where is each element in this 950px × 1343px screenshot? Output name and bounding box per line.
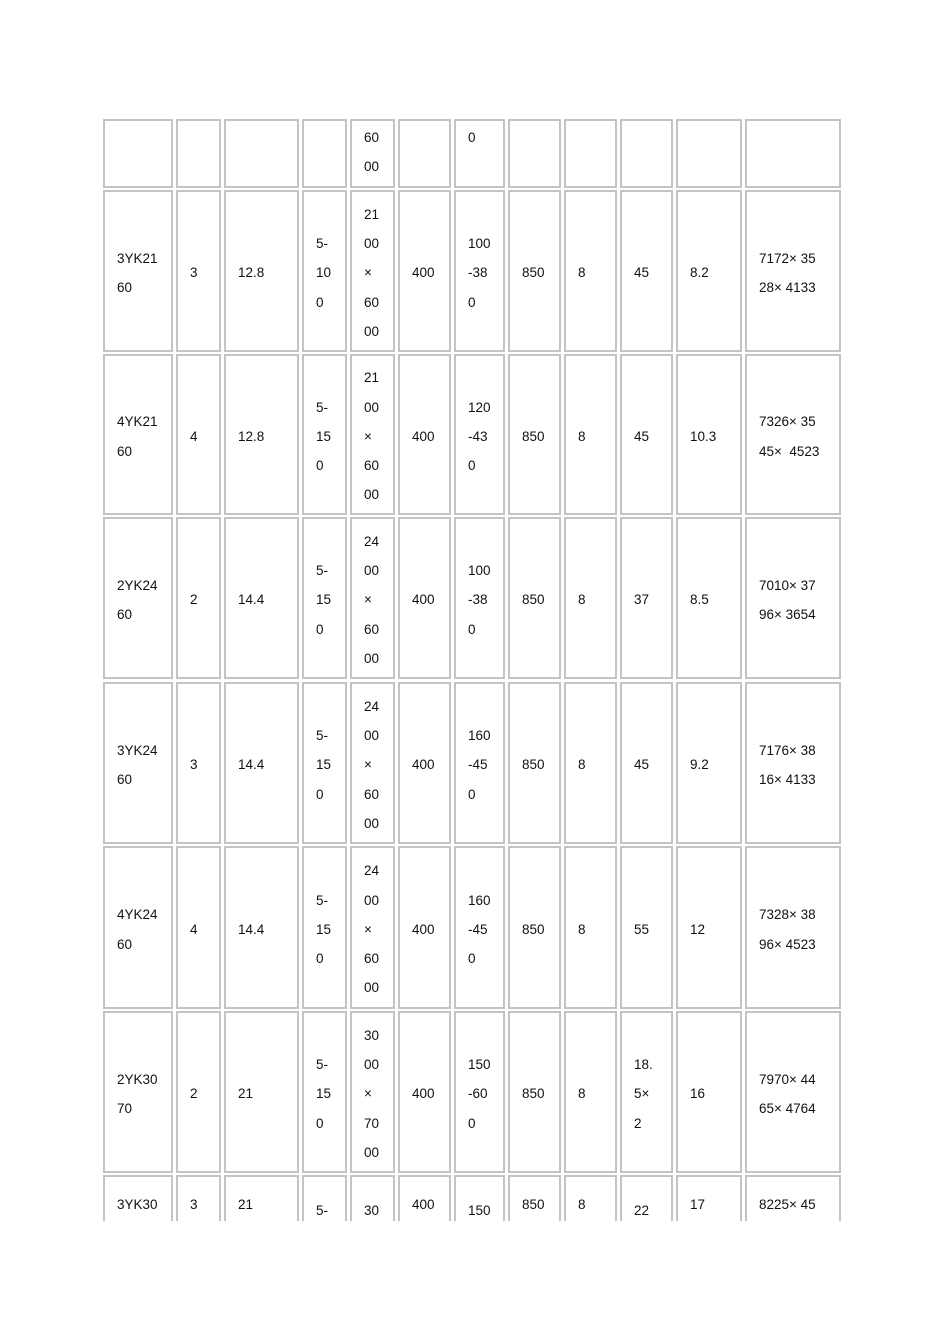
table-cell [350, 119, 395, 188]
cell-text-line: 5- [316, 1203, 329, 1218]
cell-text-line: 850 [522, 428, 545, 444]
cell-text-line: 0 [316, 621, 324, 637]
cell-text-line: 37 [634, 592, 650, 608]
cell-text-line: 70 [117, 1101, 133, 1116]
cell-text-line: 8 [578, 265, 586, 281]
cell-text-line: 16× 4133 [759, 772, 816, 787]
table-cell [302, 682, 347, 844]
table-cell [676, 119, 742, 188]
table-cell [302, 846, 347, 1009]
spec-table [103, 119, 844, 1221]
table-cell [224, 846, 299, 1009]
cell-text-line: 21 [364, 370, 380, 386]
cell-text-line: 4YK21 [117, 414, 158, 430]
table-cell [302, 119, 347, 188]
table-cell [398, 682, 451, 844]
table-cell [350, 682, 395, 844]
table-cell [676, 354, 742, 515]
cell-text-line: 7970× 44 [759, 1071, 816, 1087]
cell-text-line: 2YK24 [117, 577, 158, 593]
cell-text-line: 60 [117, 280, 133, 295]
cell-text-line: 5- [316, 728, 329, 744]
table-cell [398, 846, 451, 1009]
cell-text-line: -45 [468, 921, 488, 937]
cell-text-line: 65× 4764 [759, 1101, 816, 1116]
table-cell [398, 517, 451, 679]
table-cell [302, 354, 347, 515]
cell-text-line: 60 [364, 130, 380, 145]
table-cell [454, 354, 505, 515]
cell-text-line: -43 [468, 428, 488, 444]
table-cell [508, 1175, 561, 1221]
cell-text-line: 00 [364, 399, 380, 415]
cell-text-line: 5× [634, 1086, 650, 1102]
table-cell [508, 682, 561, 844]
cell-text-line: 7010× 37 [759, 577, 816, 593]
table-cell [350, 846, 395, 1009]
cell-text-line: 400 [412, 1086, 435, 1102]
cell-text-line: 10.3 [690, 428, 717, 444]
cell-text-line: 16 [690, 1086, 706, 1102]
cell-text-line: 8225× 45 [759, 1197, 816, 1212]
cell-text-line: -38 [468, 592, 488, 608]
table-cell [508, 846, 561, 1009]
cell-text-line: 0 [468, 130, 476, 145]
table-cell [745, 682, 841, 844]
cell-text-line: 3 [190, 1197, 198, 1212]
table-cell [676, 1011, 742, 1173]
table-cell [454, 119, 505, 188]
table-cell [564, 682, 617, 844]
table-cell [508, 517, 561, 679]
cell-text-line: 00 [364, 892, 380, 908]
cell-text-line: 30 [364, 1203, 380, 1218]
cell-text-line: 45 [634, 428, 650, 444]
cell-text-line: -38 [468, 265, 488, 281]
cell-text-line: 4YK24 [117, 907, 158, 923]
table-cell [676, 190, 742, 352]
cell-text-line: 850 [522, 265, 545, 281]
table-cell [398, 119, 451, 188]
cell-text-line: 7326× 35 [759, 414, 816, 430]
cell-text-line: 18. [634, 1057, 653, 1073]
cell-text-line: 0 [468, 458, 476, 474]
table-cell [176, 190, 221, 352]
table-cell [176, 1175, 221, 1221]
table-cell [176, 846, 221, 1009]
cell-text-line: 21 [364, 206, 380, 222]
cell-text-line: 00 [364, 1144, 380, 1160]
cell-text-line: 2 [634, 1115, 642, 1131]
cell-text-line: 96× 3654 [759, 607, 816, 622]
table-cell [620, 190, 673, 352]
table-cell [620, 119, 673, 188]
cell-text-line: 0 [468, 294, 476, 310]
cell-text-line: 22 [634, 1203, 650, 1218]
cell-text-line: 15 [316, 428, 332, 444]
table-cell [454, 1175, 505, 1221]
cell-text-line: 00 [364, 236, 380, 252]
table-cell [176, 1011, 221, 1173]
cell-text-line: 30 [364, 1027, 380, 1043]
cell-text-line: 60 [117, 772, 133, 787]
cell-text-line: 7172× 35 [759, 250, 816, 266]
table-cell [620, 1011, 673, 1173]
cell-text-line: 400 [412, 1197, 435, 1212]
table-cell [224, 517, 299, 679]
cell-text-line: 24 [364, 698, 380, 714]
cell-text-line: 850 [522, 1197, 545, 1212]
table-cell [508, 354, 561, 515]
table-cell [745, 1175, 841, 1221]
cell-text-line: 160 [468, 892, 491, 908]
cell-text-line: 850 [522, 921, 545, 937]
cell-text-line: 00 [364, 487, 380, 503]
cell-text-line: 15 [316, 757, 332, 773]
cell-text-line: 00 [364, 728, 380, 744]
cell-text-line: 15 [316, 592, 332, 608]
cell-text-line: 60 [117, 443, 133, 459]
cell-text-line: 3YK24 [117, 742, 158, 758]
table-cell [564, 1175, 617, 1221]
cell-text-line: 9.2 [690, 757, 709, 773]
cell-text-line: 120 [468, 399, 491, 415]
table-cell [564, 354, 617, 515]
cell-text-line: 12.8 [238, 428, 265, 444]
table-cell [224, 354, 299, 515]
table-cell [103, 1175, 173, 1221]
table-cell [454, 846, 505, 1009]
table-cell [103, 354, 173, 515]
cell-text-line: 100 [468, 563, 491, 579]
cell-text-line: 28× 4133 [759, 280, 816, 295]
cell-text-line: 8.2 [690, 265, 709, 281]
table-cell [350, 354, 395, 515]
cell-text-line: -60 [468, 1086, 488, 1102]
cell-text-line: 00 [364, 323, 380, 339]
cell-text-line: 4 [190, 921, 198, 937]
cell-text-line: × [364, 1086, 372, 1102]
cell-text-line: 160 [468, 728, 491, 744]
table-cell [103, 846, 173, 1009]
table-cell [302, 1175, 347, 1221]
cell-text-line: 00 [364, 563, 380, 579]
cell-text-line: 850 [522, 592, 545, 608]
table-cell [620, 517, 673, 679]
table-cell [224, 190, 299, 352]
table-cell [745, 846, 841, 1009]
cell-text-line: 12 [690, 921, 706, 937]
cell-text-line: 00 [364, 159, 380, 175]
cell-text-line: 24 [364, 863, 380, 879]
cell-text-line: 60 [364, 621, 380, 637]
table-cell [454, 190, 505, 352]
cell-text-line: 3YK21 [117, 250, 158, 266]
cell-text-line: 14.4 [238, 592, 265, 608]
cell-text-line: 4 [190, 428, 198, 444]
table-cell [103, 517, 173, 679]
table-cell [176, 682, 221, 844]
cell-text-line: 15 [316, 1086, 332, 1102]
cell-text-line: 10 [316, 265, 332, 281]
table-cell [676, 517, 742, 679]
table-cell [745, 1011, 841, 1173]
table-cell [103, 1011, 173, 1173]
cell-text-line: 21 [238, 1197, 254, 1212]
cell-text-line: 15 [316, 921, 332, 937]
table-cell [745, 517, 841, 679]
cell-text-line: 00 [364, 1057, 380, 1073]
cell-text-line: × [364, 428, 372, 444]
table-cell [224, 1011, 299, 1173]
table-cell [224, 119, 299, 188]
cell-text-line: 0 [468, 786, 476, 802]
cell-text-line: 8 [578, 428, 586, 444]
cell-text-line: 60 [117, 936, 133, 952]
cell-text-line: 60 [364, 458, 380, 474]
cell-text-line: 17 [690, 1197, 706, 1212]
table-cell [176, 119, 221, 188]
table-cell [564, 119, 617, 188]
cell-text-line: 0 [468, 621, 476, 637]
cell-text-line: 70 [364, 1115, 380, 1131]
table-cell [350, 1011, 395, 1173]
cell-text-line: 60 [364, 951, 380, 967]
cell-text-line: 45× 4523 [759, 443, 820, 459]
cell-text-line: 0 [468, 951, 476, 967]
table-cell [103, 190, 173, 352]
table-cell [508, 119, 561, 188]
cell-text-line: 14.4 [238, 921, 265, 937]
table-cell [508, 190, 561, 352]
cell-text-line: 2YK30 [117, 1071, 158, 1087]
table-cell [398, 190, 451, 352]
table-cell [620, 846, 673, 1009]
table-cell [454, 517, 505, 679]
cell-text-line: 400 [412, 265, 435, 281]
cell-text-line: 8 [578, 1197, 586, 1212]
table-cell [350, 190, 395, 352]
table-cell [103, 119, 173, 188]
cell-text-line: 400 [412, 428, 435, 444]
cell-text-line: 00 [364, 815, 380, 831]
cell-text-line: 60 [117, 607, 133, 622]
table-cell [620, 1175, 673, 1221]
cell-text-line: 0 [316, 458, 324, 474]
table-cell [302, 190, 347, 352]
cell-text-line: 55 [634, 921, 650, 937]
table-cell [676, 1175, 742, 1221]
cell-text-line: 60 [364, 786, 380, 802]
cell-text-line: × [364, 592, 372, 608]
table-cell [176, 354, 221, 515]
table-cell [398, 1175, 451, 1221]
cell-text-line: 2 [190, 592, 198, 608]
cell-text-line: 5- [316, 399, 329, 415]
cell-text-line: 8 [578, 921, 586, 937]
cell-text-line: 3 [190, 757, 198, 773]
table-cell [302, 517, 347, 679]
cell-text-line: 400 [412, 921, 435, 937]
table-cell [224, 1175, 299, 1221]
cell-text-line: 0 [468, 1115, 476, 1131]
cell-text-line: 7176× 38 [759, 742, 816, 758]
cell-text-line: 100 [468, 236, 491, 252]
cell-text-line: 850 [522, 757, 545, 773]
table-cell [564, 846, 617, 1009]
cell-text-line: 8 [578, 592, 586, 608]
table-cell [676, 682, 742, 844]
table-cell [302, 1011, 347, 1173]
table-cell [620, 682, 673, 844]
table-cell [564, 517, 617, 679]
cell-text-line: 0 [316, 951, 324, 967]
cell-text-line: 12.8 [238, 265, 265, 281]
cell-text-line: × [364, 265, 372, 281]
cell-text-line: 150 [468, 1057, 491, 1073]
cell-text-line: × [364, 757, 372, 773]
cell-text-line: 45 [634, 265, 650, 281]
cell-text-line: 5- [316, 892, 329, 908]
cell-text-line: 5- [316, 1057, 329, 1073]
table-cell [620, 354, 673, 515]
cell-text-line: 8 [578, 757, 586, 773]
table-cell [398, 1011, 451, 1173]
cell-text-line: 24 [364, 533, 380, 549]
table-cell [745, 119, 841, 188]
table-cell [350, 517, 395, 679]
cell-text-line: 96× 4523 [759, 936, 816, 952]
cell-text-line: 3YK30 [117, 1197, 158, 1212]
table-cell [564, 1011, 617, 1173]
cell-text-line: 00 [364, 650, 380, 666]
table-cell [398, 354, 451, 515]
cell-text-line: 5- [316, 563, 329, 579]
table-cell [103, 682, 173, 844]
cell-text-line: 0 [316, 786, 324, 802]
table-cell [676, 846, 742, 1009]
cell-text-line: 3 [190, 265, 198, 281]
table-cell [745, 354, 841, 515]
cell-text-line: 60 [364, 294, 380, 310]
cell-text-line: 400 [412, 757, 435, 773]
cell-text-line: × [364, 921, 372, 937]
table-cell [564, 190, 617, 352]
table-cell [350, 1175, 395, 1221]
cell-text-line: 8.5 [690, 592, 709, 608]
cell-text-line: 00 [364, 980, 380, 996]
cell-text-line: 7328× 38 [759, 907, 816, 923]
cell-text-line: 5- [316, 236, 329, 252]
cell-text-line: -45 [468, 757, 488, 773]
cell-text-line: 2 [190, 1086, 198, 1102]
cell-text-line: 45 [634, 757, 650, 773]
table-cell [745, 190, 841, 352]
table-cell [508, 1011, 561, 1173]
cell-text-line: 0 [316, 1115, 324, 1131]
cell-text-line: 150 [468, 1203, 491, 1218]
cell-text-line: 400 [412, 592, 435, 608]
cell-text-line: 21 [238, 1086, 254, 1102]
cell-text-line: 14.4 [238, 757, 265, 773]
cell-text-line: 850 [522, 1086, 545, 1102]
table-cell [454, 1011, 505, 1173]
table-cell [454, 682, 505, 844]
table-cell [224, 682, 299, 844]
table-cell [176, 517, 221, 679]
cell-text-line: 0 [316, 294, 324, 310]
cell-text-line: 8 [578, 1086, 586, 1102]
